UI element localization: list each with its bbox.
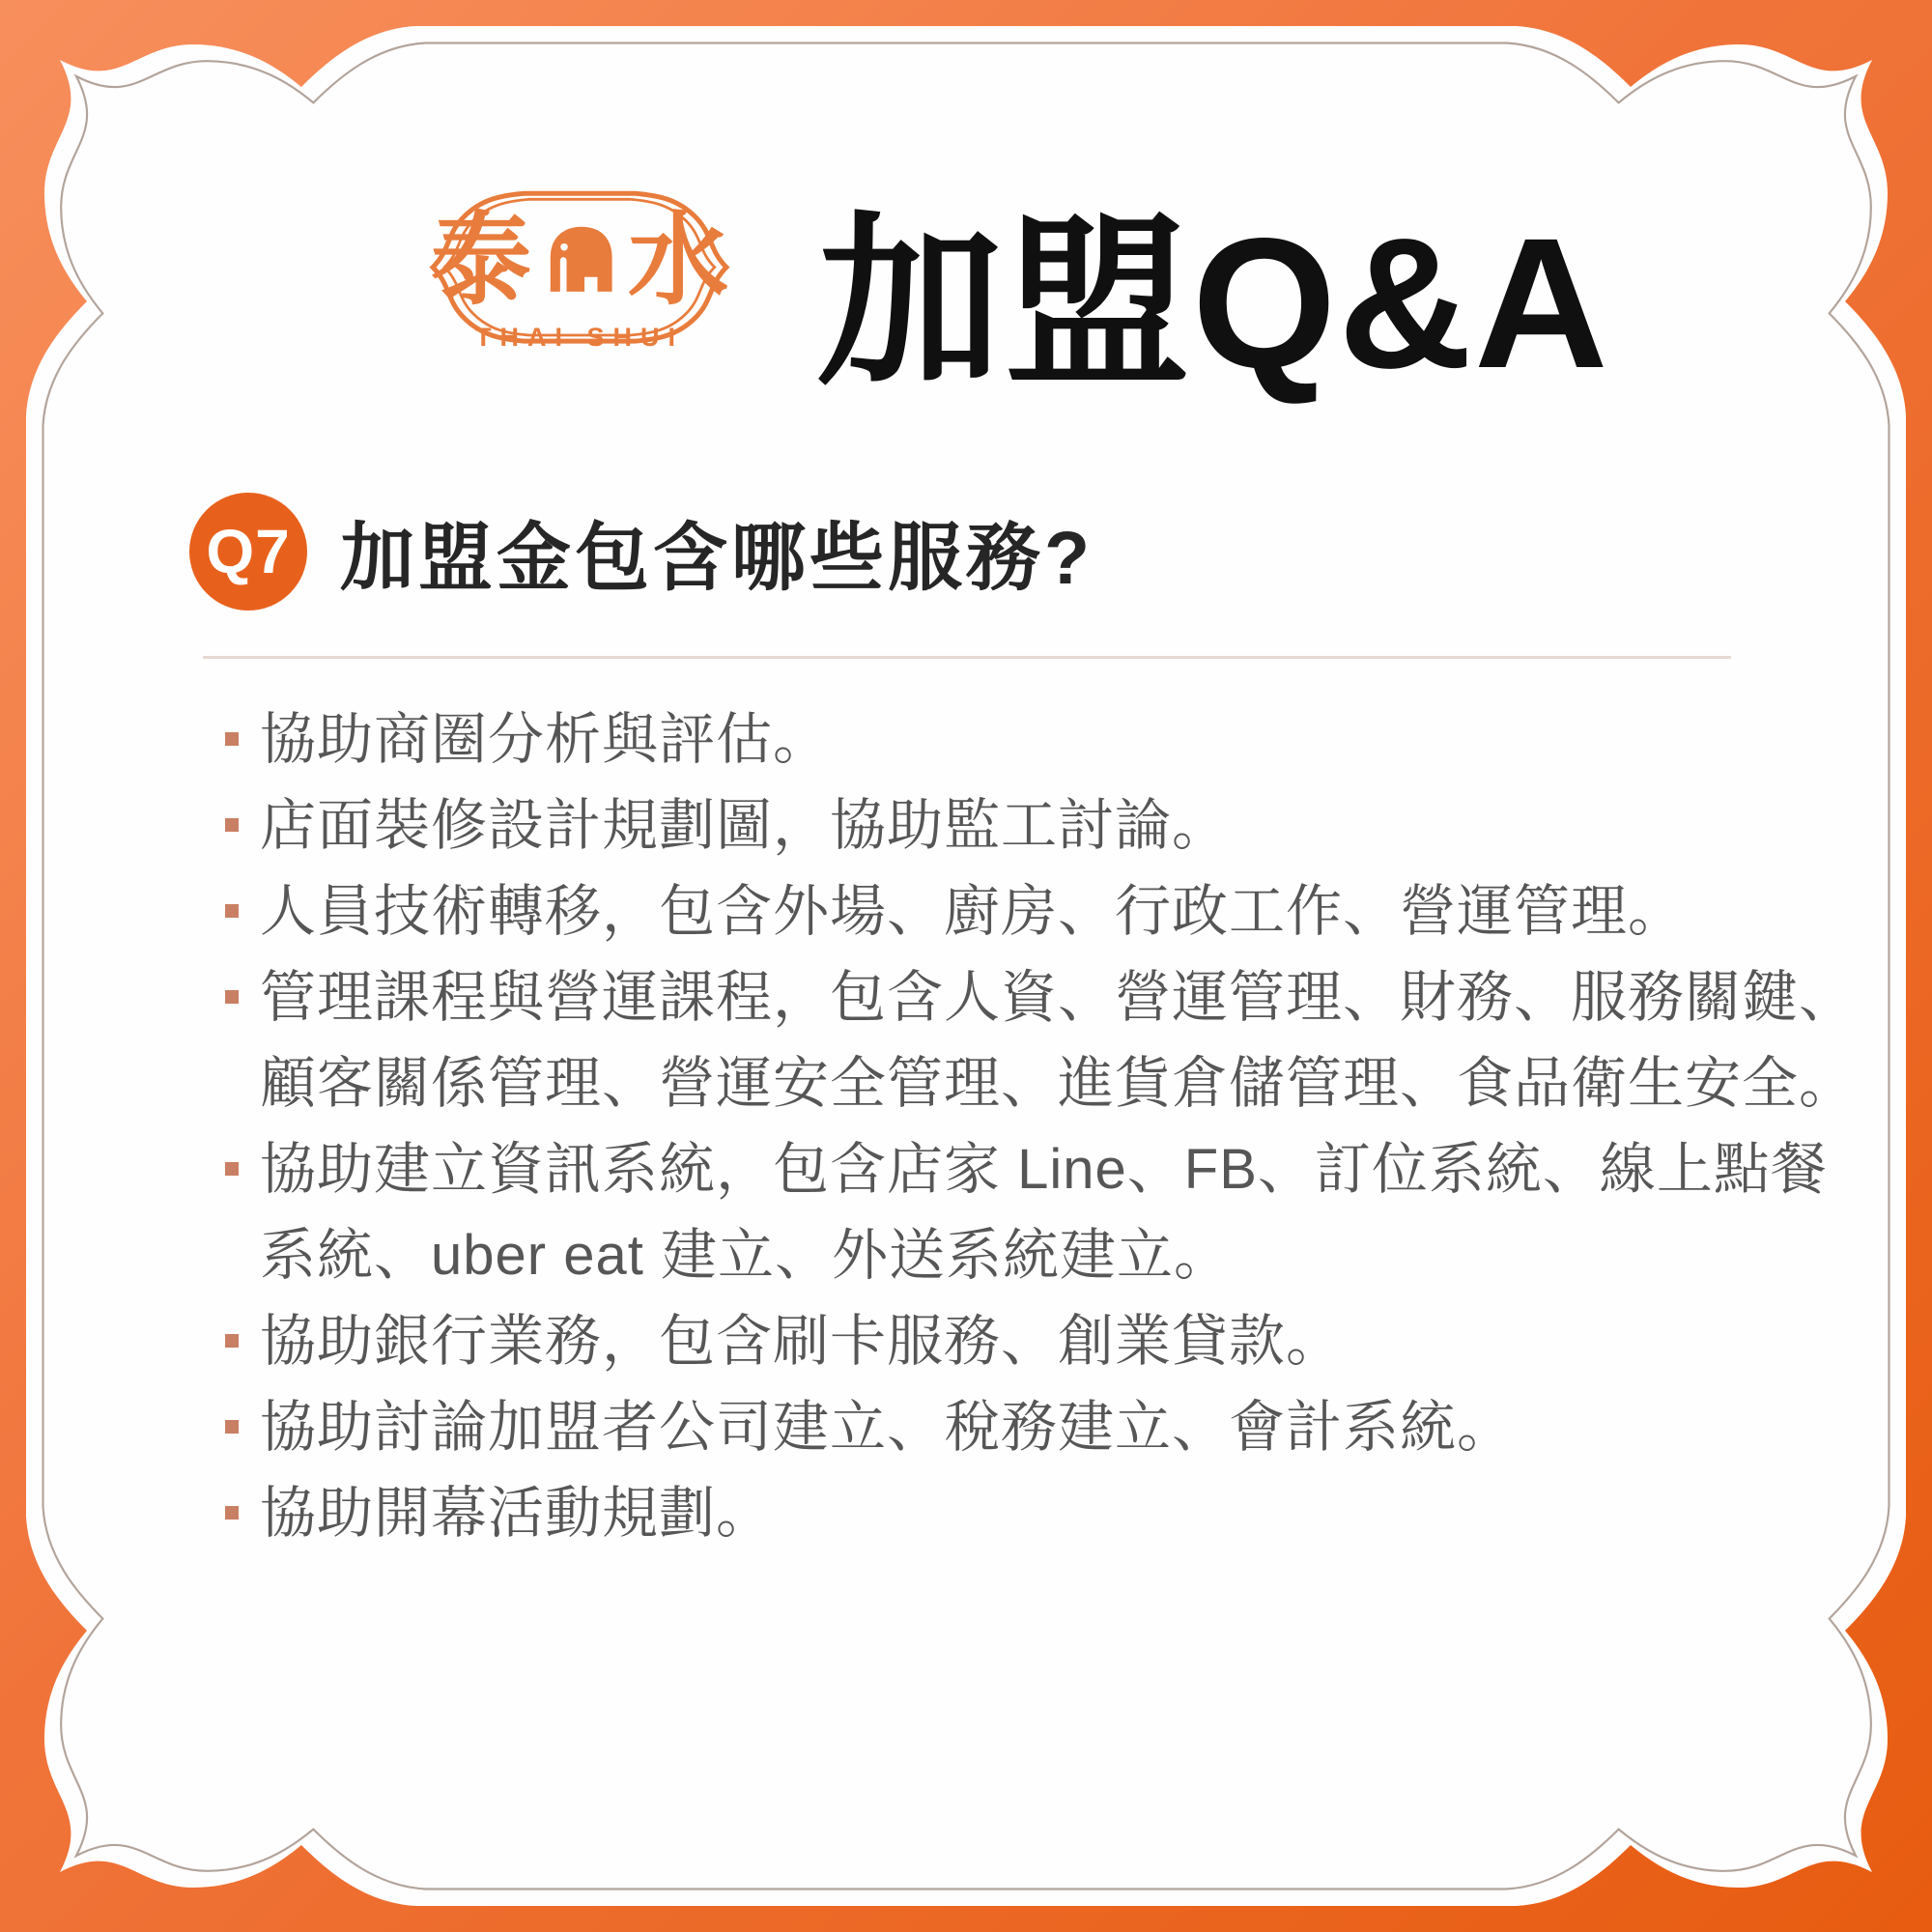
list-item (223, 954, 1857, 1126)
bullet-square-icon (225, 1506, 239, 1520)
answer-line: 協助開幕活動規劃。 (260, 1482, 774, 1545)
answer-line: 顧客關係管理、營運安全管理、進貨倉儲管理、食品衛生安全。 (260, 1052, 1857, 1115)
question-text: 加盟金包含哪些服務? (340, 516, 1094, 600)
bullet-square-icon (225, 1162, 239, 1176)
answer-line: 協助商圈分析與評估。 (260, 708, 831, 771)
logo-subtitle: THAI SHUI (475, 323, 684, 352)
elephant-icon (539, 218, 620, 303)
list-item (223, 1126, 1828, 1298)
brand-logo (419, 160, 740, 377)
answer-line: 管理課程與營運課程，包含人資、營運管理、財務、服務關鍵、 (260, 966, 1857, 1029)
logo-char-shui: 水 (628, 205, 729, 317)
list-item (223, 868, 1807, 954)
answer-line: 人員技術轉移，包含外場、廚房、行政工作、營運管理。 (260, 880, 1686, 943)
answer-line: 店面裝修設計規劃圖，協助監工討論。 (260, 794, 1230, 857)
page-title: 加盟Q&A (817, 199, 1610, 407)
logo-char-thai: 泰 (430, 205, 531, 317)
list-item (223, 1384, 1807, 1470)
list-item (223, 782, 1807, 868)
bullet-square-icon (225, 904, 239, 918)
bullet-square-icon (225, 990, 239, 1004)
bullet-square-icon (225, 732, 239, 746)
answer-list (223, 696, 1857, 1556)
answer-line: 協助銀行業務，包含刷卡服務、創業貸款。 (260, 1310, 1344, 1373)
divider-line (203, 656, 1731, 659)
bullet-square-icon (225, 818, 239, 832)
answer-line: 系統、uber eat 建立、外送系統建立。 (260, 1224, 1231, 1287)
question-number-badge (189, 493, 307, 611)
list-item (223, 696, 1807, 782)
list-item (223, 1470, 1807, 1556)
bullet-square-icon (225, 1420, 239, 1434)
answer-line: 協助建立資訊系統，包含店家 Line、FB、訂位系統、線上點餐 (260, 1138, 1828, 1201)
question-number: Q7 (206, 517, 291, 586)
bullet-square-icon (225, 1334, 239, 1348)
list-item (223, 1298, 1807, 1384)
answer-line: 協助討論加盟者公司建立、稅務建立、會計系統。 (260, 1396, 1515, 1459)
